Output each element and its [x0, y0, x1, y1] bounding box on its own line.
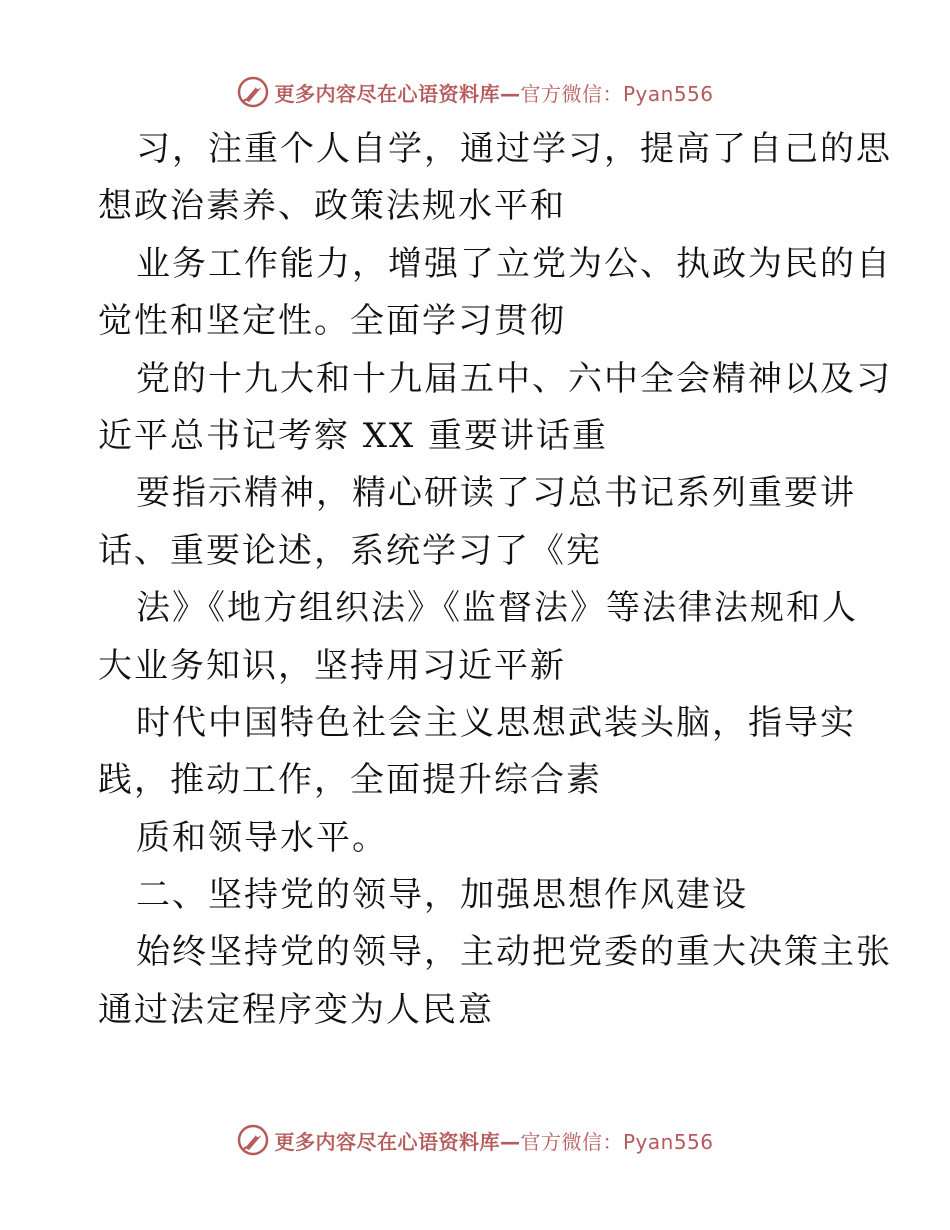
text-line: 话、重要论述，系统学习了《宪 — [98, 530, 602, 571]
text-line: 党的十九大和十九届五中、六中全会精神以及习 — [136, 358, 892, 399]
footer-watermark — [0, 1120, 950, 1160]
text-line: 想政治素养、政策法规水平和 — [98, 186, 566, 227]
text-line: 近平总书记考察 XX 重要讲话重 — [98, 415, 609, 456]
text-line: 通过法定程序变为人民意 — [98, 989, 494, 1030]
watermark-text: 更多内容尽在心语资料库—官方微信：Pyan556 — [274, 81, 714, 106]
watermark-text: 更多内容尽在心语资料库—官方微信：Pyan556 — [274, 1129, 714, 1154]
text-line: 践，推动工作，全面提升综合素 — [98, 760, 602, 801]
text-line: 二、坚持党的领导，加强思想作风建设 — [136, 875, 748, 916]
text-line: 时代中国特色社会主义思想武装头脑，指导实 — [136, 702, 856, 743]
text-line: 始终坚持党的领导，主动把党委的重大决策主张 — [136, 932, 892, 973]
text-line: 业务工作能力，增强了立党为公、执政为民的自 — [136, 243, 892, 284]
text-line: 质和领导水平。 — [136, 817, 388, 858]
text-line: 习，注重个人自学，通过学习，提高了自己的思 — [136, 129, 892, 169]
pen-nib-icon — [236, 1123, 270, 1157]
text-line: 法》《地方组织法》《监督法》等法律法规和人 — [136, 588, 858, 629]
header-watermark — [0, 72, 950, 112]
document-body — [98, 121, 892, 1039]
pen-nib-icon — [236, 75, 270, 109]
text-line: 觉性和坚定性。全面学习贯彻 — [98, 301, 566, 342]
text-line: 大业务知识，坚持用习近平新 — [98, 645, 566, 686]
text-line: 要指示精神，精心研读了习总书记系列重要讲 — [136, 473, 856, 514]
